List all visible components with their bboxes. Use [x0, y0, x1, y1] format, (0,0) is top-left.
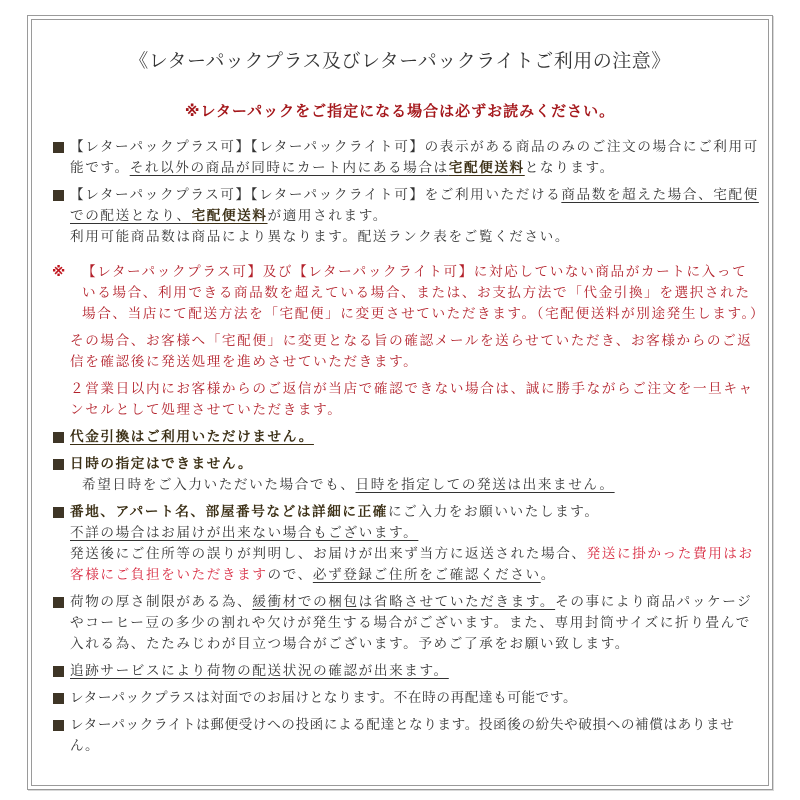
item-bold-text: 番地、アパート名、部屋番号などは詳細に正確: [70, 504, 388, 520]
square-bullet-icon: [53, 720, 64, 731]
notice-item-packaging: [50, 592, 762, 655]
item-text: 【レターパックプラス可】【レターパックライト可】をご利用いただける: [70, 187, 562, 203]
item-underlined-text: 追跡サービスにより荷物の配送状況の確認が出来ます。: [70, 663, 449, 679]
notice-item-quantity-limit: [50, 185, 762, 248]
item-text: 【レターパックプラス可】【レターパックライト可】の表示がある商品のみのご注文の場合にご利用可能です。: [70, 139, 759, 176]
note-paragraph-3: ２営業日以内にお客様からのご返信が当店で確認できない場合は、誠に勝手ながらご注文を一旦キャンセルとして処理させていただきます。: [70, 381, 754, 418]
item-underlined-text: 商品数を超えた場合、宅配便での配送となり、: [70, 187, 759, 224]
item-text: となります。: [524, 160, 615, 176]
notice-note: [50, 262, 766, 421]
item-bold-text: 宅配便送料: [448, 160, 525, 176]
square-bullet-icon: [53, 459, 64, 470]
item-underlined-text: 緩衝材での梱包は省略させていただきます。: [252, 594, 556, 610]
item-text: 。: [540, 567, 556, 583]
square-bullet-icon: [53, 142, 64, 153]
square-bullet-icon: [53, 597, 64, 608]
item-text: その事により商品パッケージやコーヒー豆の多少の割れや欠けが発生する場合がございます。また、専用封筒サイズに折り畳んで入れる為、たたみじわが目立つ場合がございます。予めご了承をお願い致します。: [70, 594, 753, 652]
notice-item-date: [50, 454, 762, 496]
square-bullet-icon: [53, 693, 64, 704]
square-bullet-icon: [53, 507, 64, 518]
item-underlined-text: それ以外の商品が同時にカート内にある場合は: [129, 160, 449, 176]
item-underlined-text: 不詳の場合はお届けが出来ない場合もございます。: [70, 525, 419, 541]
page-title: 《レターパックプラス及びレターパックライトご利用の注意》: [129, 50, 671, 72]
item-text: 希望日時をご入力いただいた場合でも、: [82, 477, 356, 493]
item-text: 荷物の厚さ制限がある為、: [70, 594, 253, 610]
notice-content: [50, 137, 766, 763]
notice-item-address: [50, 502, 762, 586]
notice-item-cod: [50, 427, 762, 448]
item-underlined-text: 日時を指定しての発送は出来ません。: [355, 477, 615, 493]
item-text: ので、: [267, 567, 313, 583]
square-bullet-icon: [53, 666, 64, 677]
item-text: 発送後にご住所等の誤りが判明し、お届けが出来ず当方に返送された場合、: [70, 546, 587, 562]
notice-item-availability: [50, 137, 762, 179]
square-bullet-icon: [53, 432, 64, 443]
note-paragraph-2: その場合、お客様へ「宅配便」に変更となる旨の確認メールを送らせていただき、お客様からのご返信を確認後に発送処理を進めさせていただきます。: [70, 333, 753, 370]
reference-mark-icon: ※: [52, 264, 67, 280]
item-bold-text: 代金引換はご利用いただけません。: [70, 429, 314, 445]
notice-item-tracking: [50, 661, 762, 682]
item-bold-text: 日時の指定はできません。: [70, 456, 254, 472]
item-underlined-text: 必ず登録ご住所をご確認ください: [312, 567, 541, 583]
item-bold-text: 宅配便送料: [191, 208, 268, 224]
notice-item-plus-delivery: [50, 688, 762, 709]
item-text: にご入力をお願いいたします。: [387, 504, 600, 520]
square-bullet-icon: [53, 190, 64, 201]
item-text: レターパックライトは郵便受けへの投函による配達となります。投函後の紛失や破損への補償はありません。: [70, 717, 735, 754]
note-paragraph-1: 【レターパックプラス可】及び【レターパックライト可】に対応していない商品がカートに入っている場合、利用できる商品数を超えている場合、または、お支払方法で「代金引換」を選択された場合、当店にて配送方法を「宅配便」に変更させていただきます。（宅配便送料が別途発生します。）: [82, 264, 766, 322]
warning-subtitle: ※レターパックをご指定になる場合は必ずお読みください。: [184, 102, 616, 120]
item-red-text: 発送に掛かった費用はお客様にご負担をいただきます: [70, 546, 754, 583]
item-text: レターパックプラスは対面でのお届けとなります。不在時の再配達も可能です。: [70, 690, 578, 706]
item-text: 利用可能商品数は商品により異なります。配送ランク表をご覧ください。: [70, 229, 571, 245]
notice-item-light-delivery: [50, 715, 762, 757]
item-text: が適用されます。: [267, 208, 388, 224]
